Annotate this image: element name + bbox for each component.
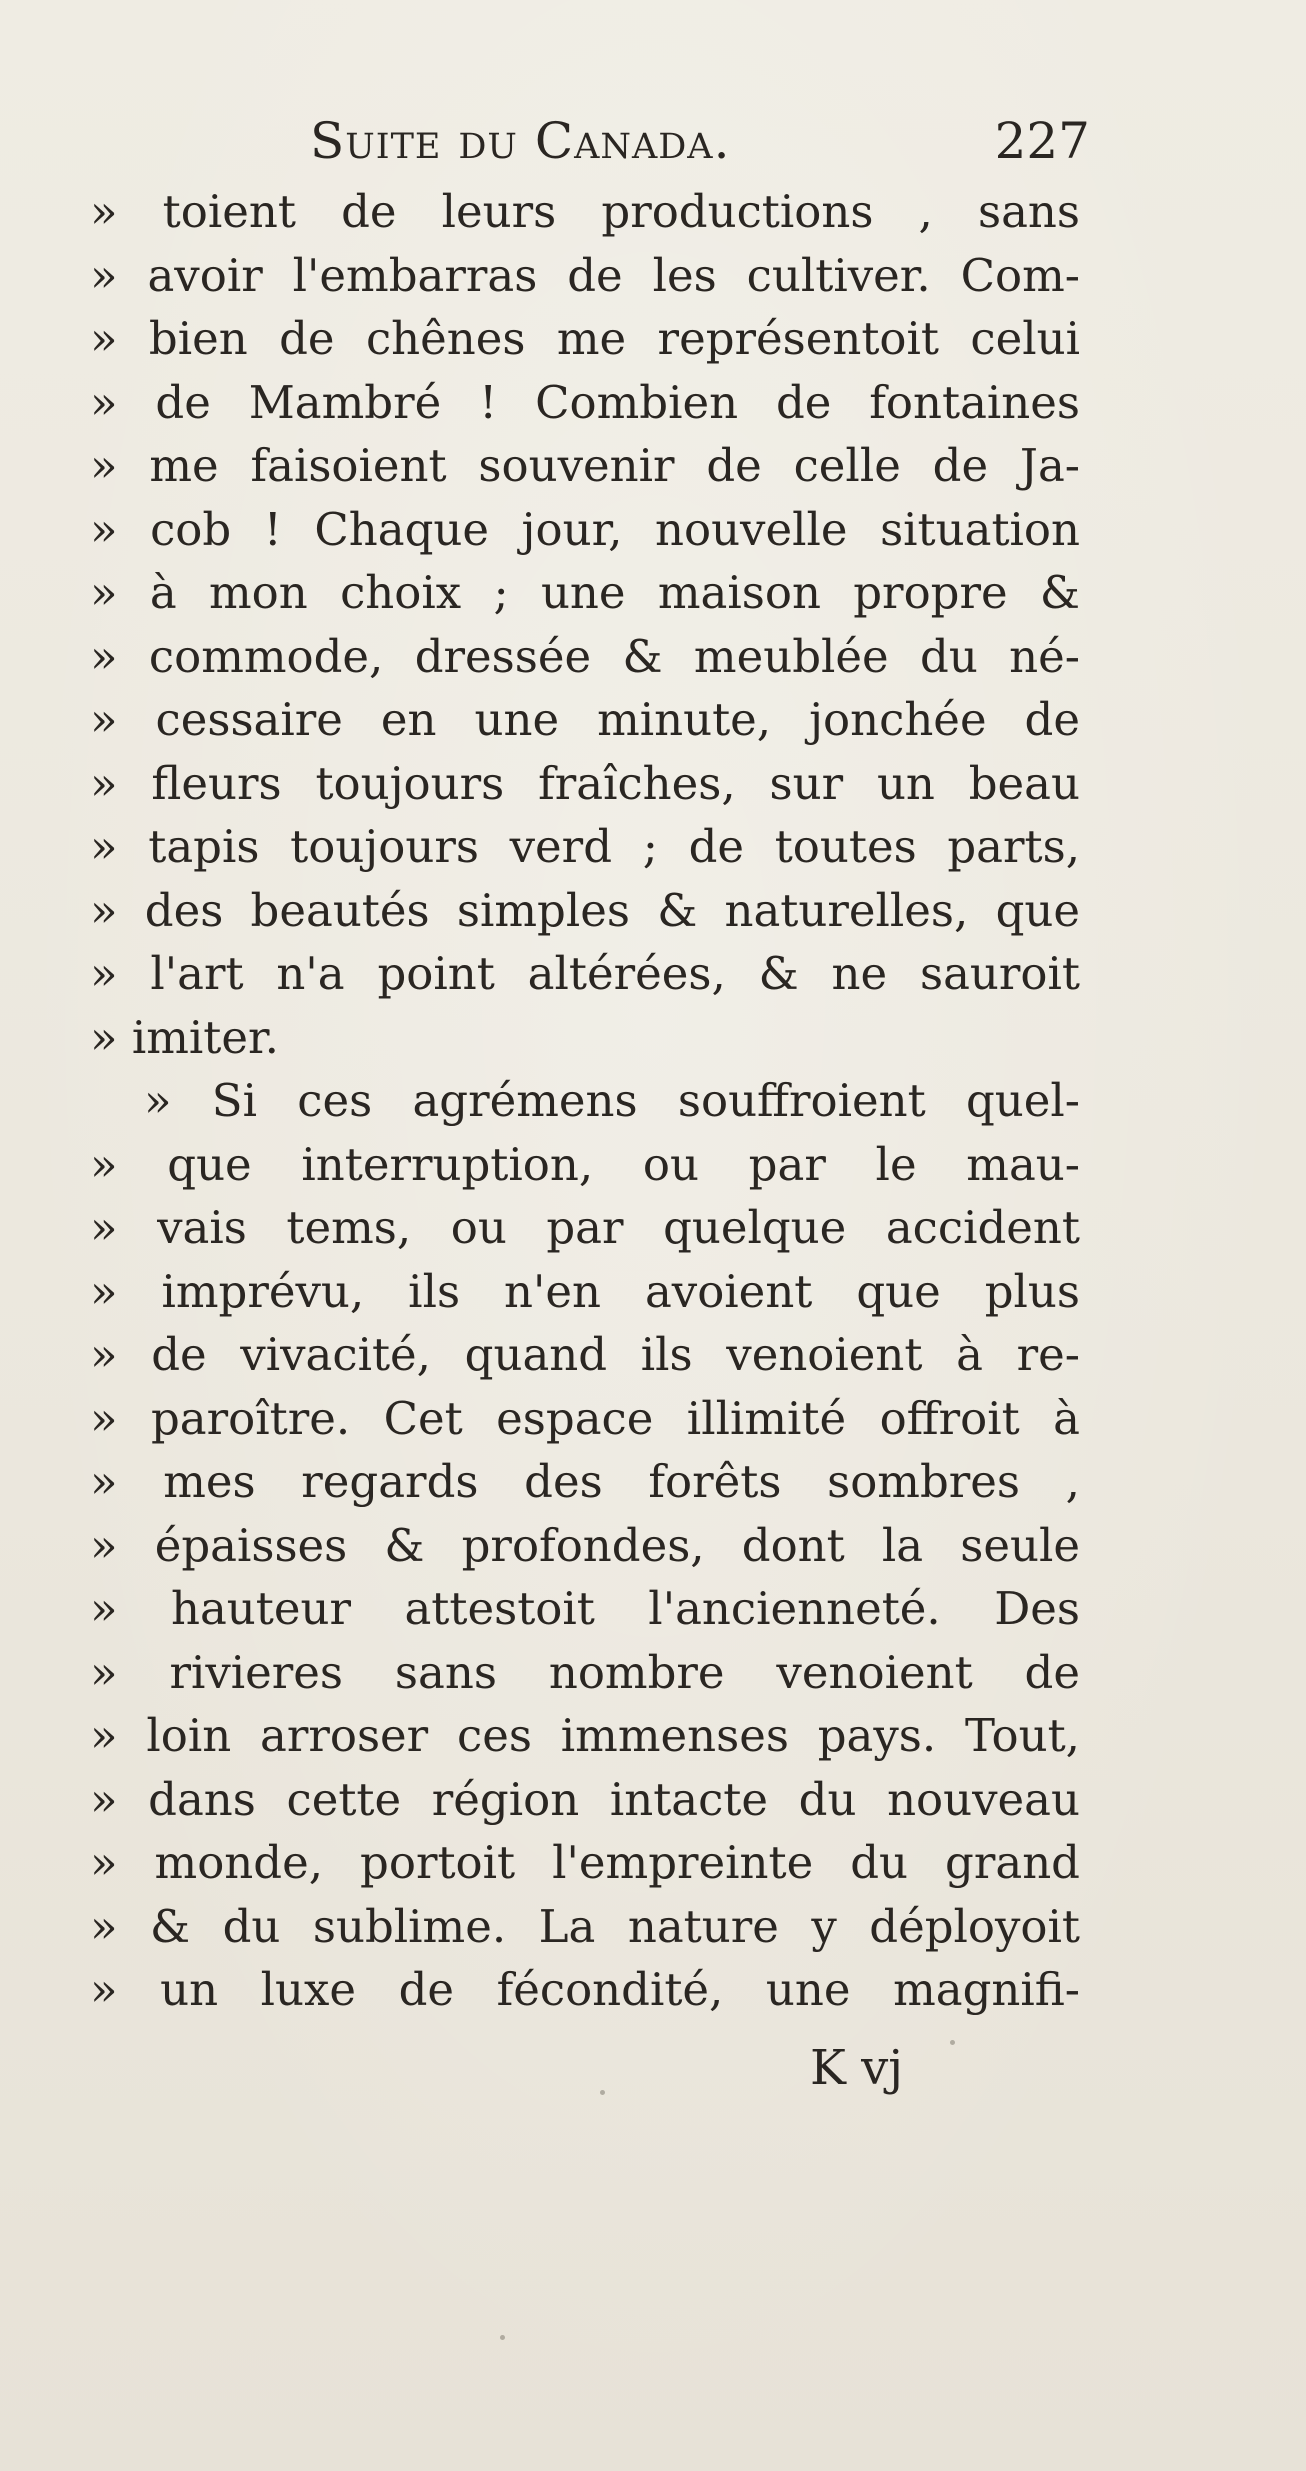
text-line: » monde, portoit l'empreinte du grand xyxy=(90,1836,1080,1889)
signature-mark: K vj xyxy=(810,2040,904,2096)
page-number: 227 xyxy=(994,112,1090,170)
text-line: » dans cette région intacte du nouveau xyxy=(90,1772,1080,1826)
text-line: » à mon choix ; une maison propre & xyxy=(90,566,1080,619)
text-line: » l'art n'a point altérées, & ne sauroit xyxy=(90,947,1080,1000)
text-line: » imprévu, ils n'en avoient que plus xyxy=(90,1264,1080,1318)
text-line: » bien de chênes me représentoit celui xyxy=(90,312,1080,365)
text-line: » & du sublime. La nature y déployoit xyxy=(90,1899,1080,1953)
text-line: » des beautés simples & naturelles, que xyxy=(90,883,1080,937)
paper-speck xyxy=(600,2090,605,2095)
text-line: » un luxe de fécondité, une magnifi- xyxy=(90,1963,1080,2016)
text-line: » fleurs toujours fraîches, sur un beau xyxy=(90,756,1080,810)
text-line: » loin arroser ces immenses pays. Tout, xyxy=(90,1709,1080,1762)
paper-speck xyxy=(950,2040,955,2045)
text-line: » vais tems, ou par quelque accident xyxy=(90,1201,1080,1254)
text-line: » de Mambré ! Combien de fontaines xyxy=(90,375,1080,429)
text-line: » cob ! Chaque jour, nouvelle situation xyxy=(90,502,1080,556)
text-line: » cessaire en une minute, jonchée de xyxy=(90,693,1080,746)
text-line: » commode, dressée & meublée du né- xyxy=(90,629,1080,683)
text-line: » Si ces agrémens souffroient quel- xyxy=(144,1074,1080,1127)
text-line: » paroître. Cet espace illimité offroit à xyxy=(90,1391,1080,1445)
running-head: Suite du Canada. xyxy=(310,112,731,170)
text-line: » toient de leurs productions , sans xyxy=(90,185,1080,238)
text-line: » que interruption, ou par le mau- xyxy=(90,1137,1080,1191)
paper-speck xyxy=(500,2335,505,2340)
text-line: » imiter. xyxy=(90,1010,279,1064)
text-line: » mes regards des forêts sombres , xyxy=(90,1455,1080,1508)
body-text xyxy=(90,180,1080,2022)
text-line: » de vivacité, quand ils venoient à re- xyxy=(90,1328,1080,1381)
text-line: » hauteur attestoit l'ancienneté. Des xyxy=(90,1582,1080,1635)
text-line: » avoir l'embarras de les cultiver. Com- xyxy=(90,248,1080,302)
text-line: » rivieres sans nombre venoient de xyxy=(90,1645,1080,1699)
text-line: » me faisoient souvenir de celle de Ja- xyxy=(90,439,1080,492)
text-line: » épaisses & profondes, dont la seule xyxy=(90,1518,1080,1572)
text-line: » tapis toujours verd ; de toutes parts, xyxy=(90,820,1080,873)
